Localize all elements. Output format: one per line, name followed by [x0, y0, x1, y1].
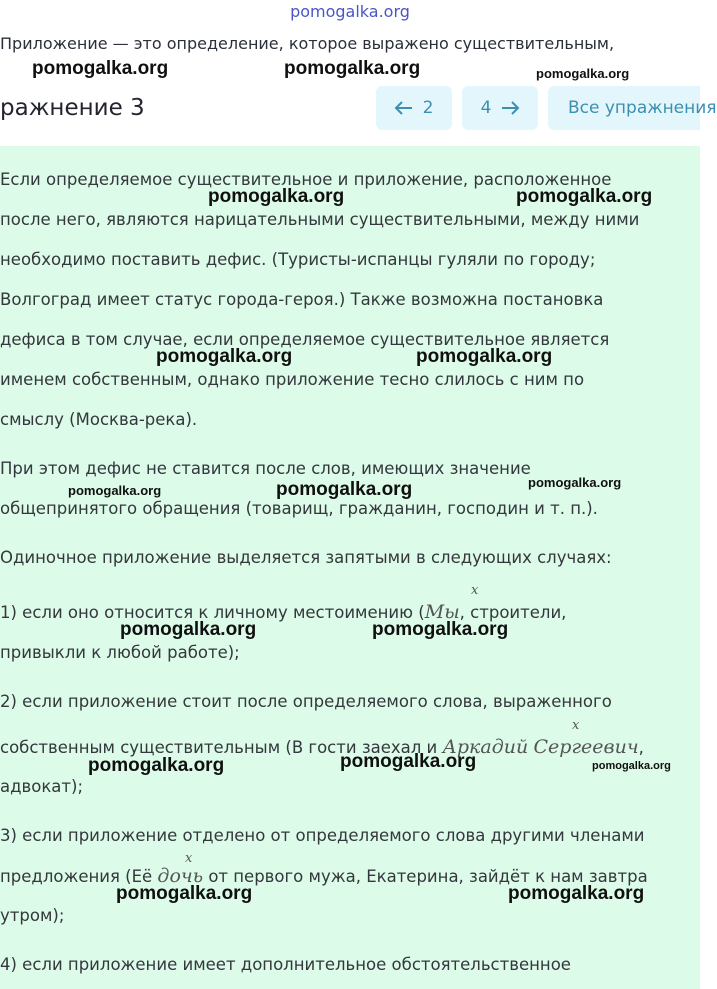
- text-part: ,: [638, 738, 644, 757]
- text-line: утром);: [0, 906, 65, 925]
- next-exercise-button[interactable]: [462, 86, 538, 130]
- text-line: При этом дефис не ставится после слов, имеющих значение: [0, 459, 531, 478]
- text-line: Одиночное приложение выделяется запятыми в следующих случаях:: [0, 548, 612, 567]
- marked-word: дочь: [157, 865, 204, 887]
- watermark: pomogalka.org: [88, 755, 225, 776]
- marked-word: Сергеевич: [533, 736, 639, 758]
- text-line: 4) если приложение имеет дополнительное обстоятельственное: [0, 955, 571, 974]
- watermark: pomogalka.org: [592, 760, 671, 772]
- subject-mark: x: [471, 583, 479, 598]
- watermark: pomogalka.org: [284, 58, 421, 79]
- subject-mark: x: [572, 718, 580, 733]
- subject-mark: x: [185, 851, 193, 866]
- text-line: 3) если приложение отделено от определяемого слова другими членами: [0, 826, 645, 845]
- watermark: pomogalka.org: [120, 619, 257, 640]
- watermark: pomogalka.org: [340, 751, 477, 772]
- watermark: pomogalka.org: [116, 883, 253, 904]
- all-exercises-button[interactable]: [548, 86, 717, 130]
- marked-word: Аркадий: [442, 736, 529, 758]
- watermark: pomogalka.org: [372, 619, 509, 640]
- text-line: дефиса в том случае, если определяемое существительное является: [0, 330, 610, 349]
- text-part: 1) если оно относится к личному местоимению (: [0, 603, 425, 622]
- marked-word: Мы: [424, 601, 460, 623]
- prev-exercise-button[interactable]: [376, 86, 452, 130]
- watermark: pomogalka.org: [516, 186, 653, 207]
- all-exercises-label: Все упражнения: [568, 98, 717, 118]
- watermark: pomogalka.org: [416, 346, 553, 367]
- text-part: предложения (Её: [0, 867, 158, 886]
- watermark: pomogalka.org: [32, 58, 169, 79]
- watermark: pomogalka.org: [528, 475, 622, 490]
- watermark: pomogalka.org: [156, 346, 293, 367]
- text-part: от первого мужа, Екатерина, зайдёт к нам завтра: [203, 867, 648, 886]
- watermark: pomogalka.org: [276, 479, 413, 500]
- watermark: pomogalka.org: [508, 883, 645, 904]
- text-line: 2) если приложение стоит после определяемого слова, выраженного: [0, 692, 612, 711]
- text-line: смыслу (Москва-река).: [0, 410, 198, 429]
- intro-text: Приложение — это определение, которое выражено существительным,: [0, 34, 615, 53]
- text-part: собственным существительным (В гости заехал и: [0, 738, 443, 757]
- prev-exercise-label: 2: [422, 98, 434, 118]
- watermark: pomogalka.org: [536, 66, 630, 81]
- text-part: , строители,: [459, 603, 567, 622]
- exercise-title: ражнение 3: [0, 95, 145, 121]
- watermark: pomogalka.org: [68, 483, 162, 498]
- text-line: именем собственным, однако приложение тесно слилось с ним по: [0, 370, 585, 389]
- text-line: общепринятого обращения (товарищ, гражданин, господин и т. п.).: [0, 499, 598, 518]
- text-line: Волгоград имеет статус города-героя.) Также возможна постановка: [0, 290, 604, 309]
- arrow-left-icon: [395, 101, 413, 115]
- text-line: Если определяемое существительное и приложение, расположенное: [0, 170, 612, 189]
- text-line: необходимо поставить дефис. (Туристы-испанцы гуляли по городу;: [0, 250, 596, 269]
- watermark: pomogalka.org: [208, 186, 345, 207]
- site-title[interactable]: pomogalka.org: [290, 2, 410, 21]
- text-line: после него, являются нарицательными существительными, между ними: [0, 210, 640, 229]
- text-line: адвокат);: [0, 777, 84, 796]
- arrow-right-icon: [501, 101, 519, 115]
- text-line: привыкли к любой работе);: [0, 643, 240, 662]
- next-exercise-label: 4: [480, 98, 492, 118]
